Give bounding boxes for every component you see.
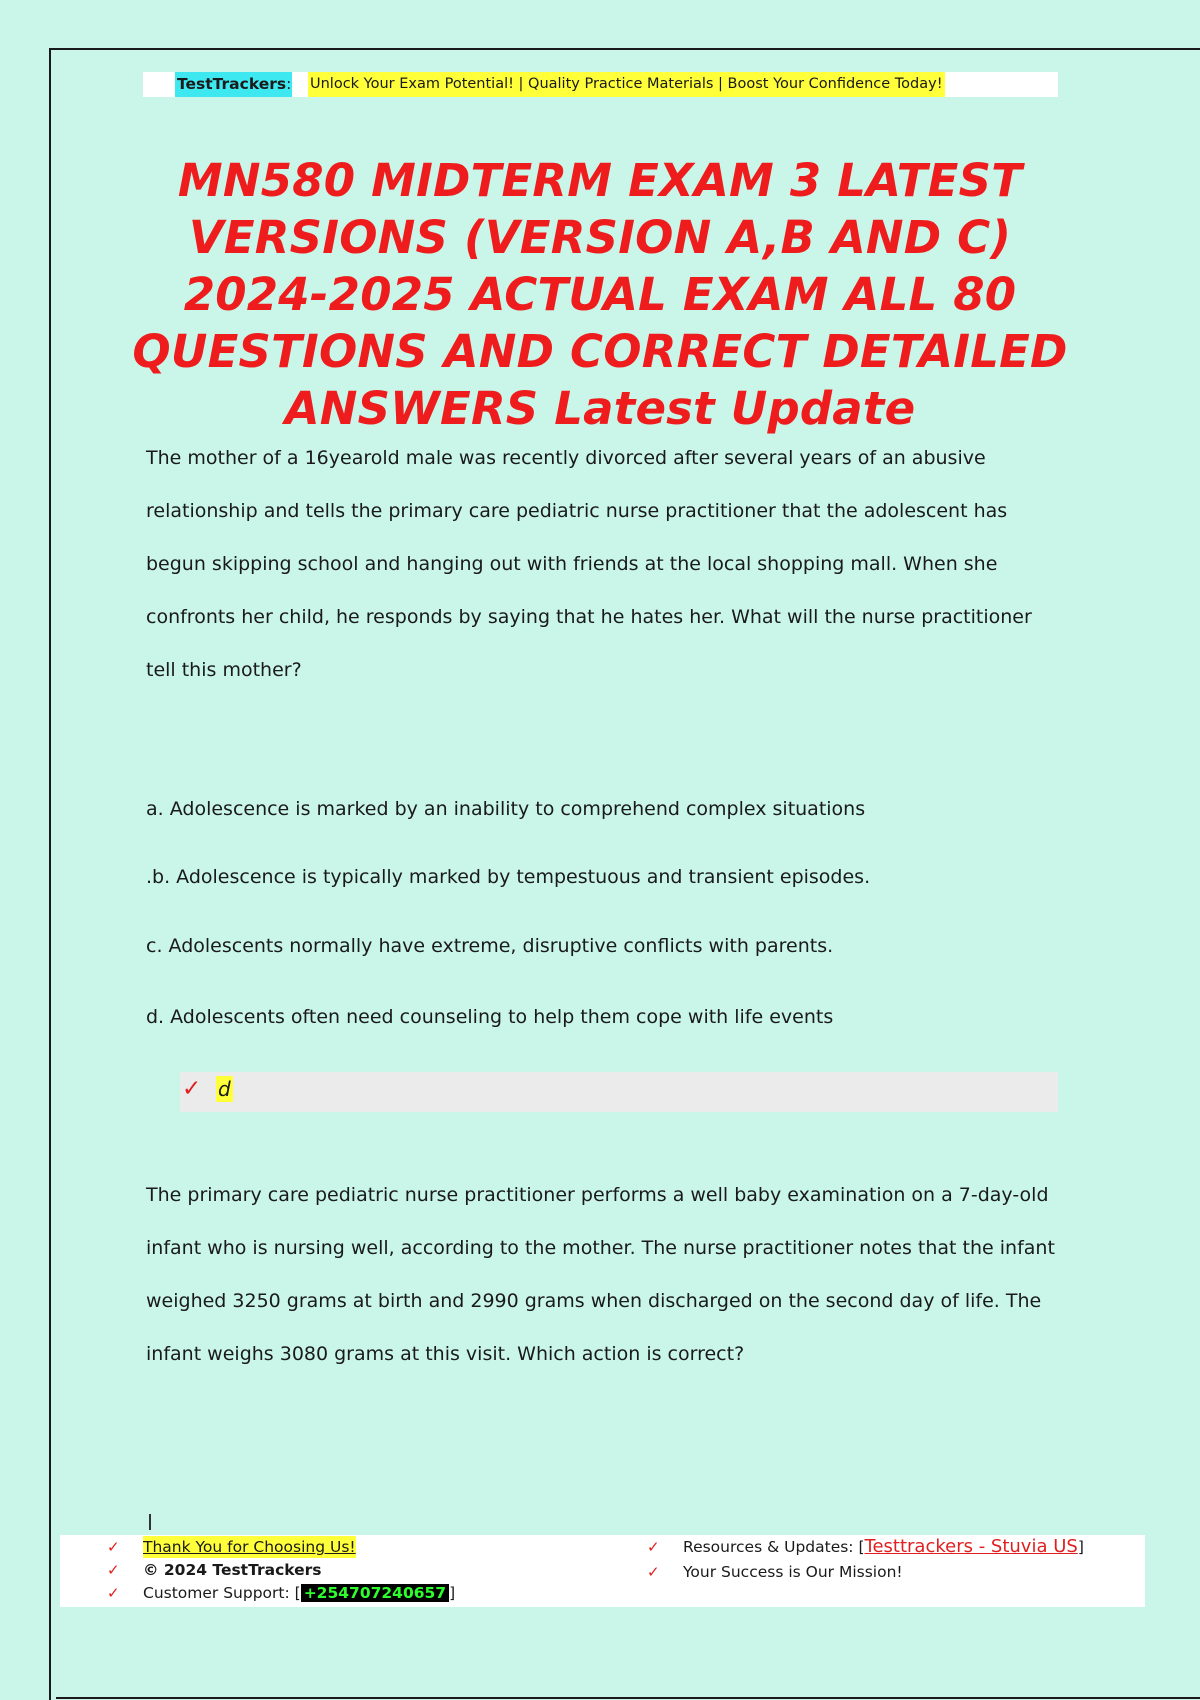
check-mark-icon: ✓ (647, 1563, 660, 1581)
option-a: a. Adolescence is marked by an inability to comprehend complex situations (146, 798, 866, 820)
check-mark-icon: ✓ (107, 1538, 120, 1556)
text-cursor-mark (149, 1514, 151, 1530)
check-mark-icon: ✓ (647, 1538, 660, 1556)
check-mark-icon: ✓ (107, 1584, 120, 1602)
option-d: d. Adolescents often need counseling to help them cope with life events (146, 1006, 834, 1028)
footer: ✓ Thank You for Choosing Us! ✓ © 2024 TestTrackers ✓ Customer Support: [ +254707240657 ] ✓ Resources & Updates: [Testtrackers - Stuvia US] ✓ Your Success is Our Mission! (60, 1535, 1145, 1607)
check-mark-icon: ✓ (182, 1076, 202, 1102)
bottom-rule (56, 1697, 1200, 1699)
option-b: .b. Adolescence is typically marked by tempestuous and transient episodes. (146, 866, 871, 888)
question-2-text: The primary care pediatric nurse practitioner performs a well baby examination on a 7-day-old infant who is nursing well, according to the mother. The nurse practitioner notes that the infant weighed 3250 grams at birth and 2990 grams when discharged on the second day of life. The infant weighs 3080 grams at this visit. Which action is correct? (146, 1184, 1055, 1365)
banner-brand: TestTrackers: (175, 72, 292, 97)
support-phone[interactable]: +254707240657 (301, 1584, 449, 1602)
answer-box (180, 1072, 1058, 1112)
document-title: MN580 MIDTERM EXAM 3 LATEST VERSIONS (VERSION A,B AND C) 2024-2025 ACTUAL EXAM ALL 80 QUESTIONS AND CORRECT DETAILED ANSWERS Latest Update (132, 154, 1068, 435)
header-banner (143, 72, 1058, 97)
banner-tagline: Unlock Your Exam Potential! | Quality Practice Materials | Boost Your Confidence Today! (308, 72, 945, 97)
check-mark-icon: ✓ (107, 1561, 120, 1579)
question-1-text: The mother of a 16yearold male was recently divorced after several years of an abusive relationship and tells the primary care pediatric nurse practitioner that the adolescent has begun skipping school and hanging out with friends at the local shopping mall. When she confronts her child, he responds by saying that he hates her. What will the nurse practitioner tell this mother? (146, 447, 1032, 681)
answer-letter: d (218, 1077, 231, 1101)
resources-link[interactable]: Testtrackers - Stuvia US (864, 1536, 1078, 1557)
option-c: c. Adolescents normally have extreme, disruptive conflicts with parents. (146, 935, 834, 957)
